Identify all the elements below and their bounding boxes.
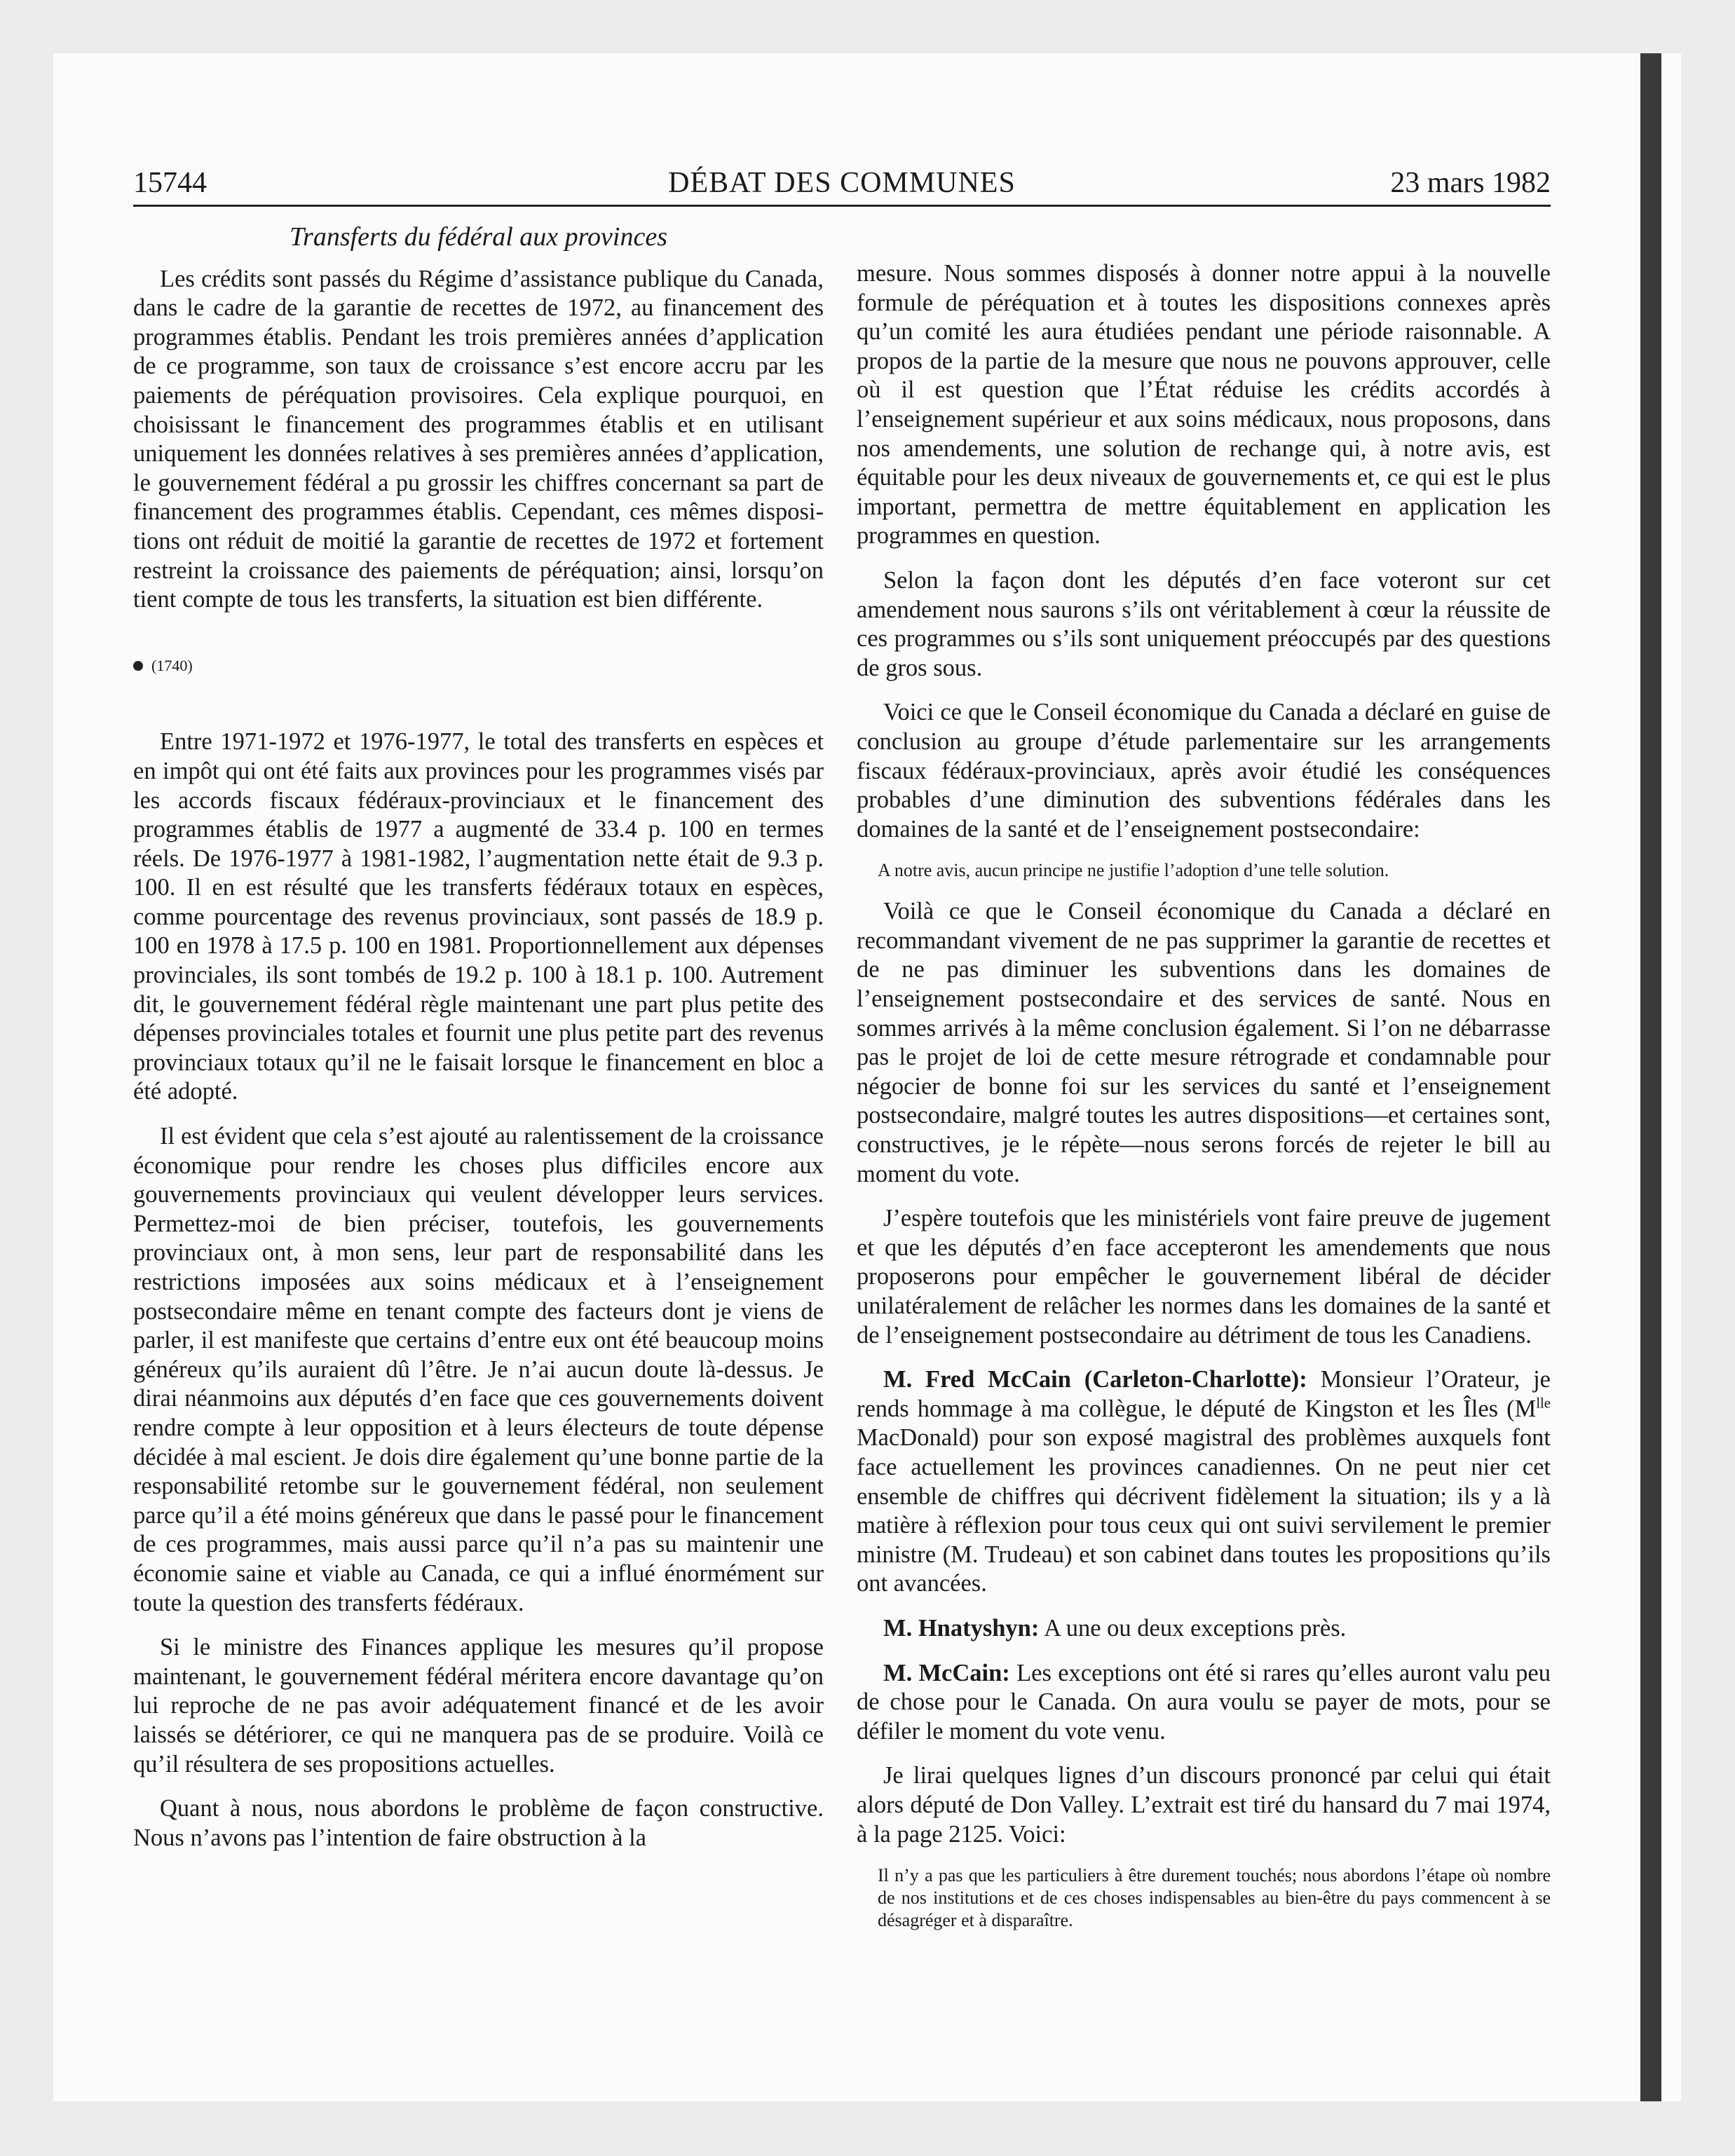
scan-edge-shadow <box>1640 53 1661 2101</box>
block-quote: A notre avis, aucun principe ne justifie l’adoption d’une telle solution. <box>878 860 1389 881</box>
section-subheading: Transferts du fédéral aux provinces <box>290 222 667 252</box>
page-date: 23 mars 1982 <box>1390 167 1551 199</box>
speaker-name: M. Fred McCain (Carleton-Charlotte): <box>883 1366 1307 1393</box>
paragraph: J’espère toutefois que les ministériels vont faire preuve de jugement et que les députés d’en face accepteront les amendements que nous proposerons pour empêcher le gouvernement libéral de décider unilatéralement de relâcher les normes dans les domaines de la santé et de l’enseignement postsecondaire au détriment de tous les Canadiens. <box>857 1205 1551 1349</box>
paragraph: Si le ministre des Finances applique les mesures qu’il propose maintenant, le gouvernement fédéral méritera encore davantage qu’on lui reproche de ne pas avoir adéquatement financé et de les avoir laissés se détériorer, ce qui ne manquera pas de se produire. Voilà ce qu’il résultera de ses propositions actuelles. <box>133 1634 824 1778</box>
paragraph: Voici ce que le Conseil économique du Canada a déclaré en guise de conclusion au groupe d’étude parlementaire sur les arrangements fiscaux fédéraux-provinciaux, après avoir étudié les conséquences probables d’une diminution des subventions fédérales dans les domaines de la santé et de l’enseignement postsecondaire: <box>857 699 1551 842</box>
block-quote: Il n’y a pas que les particuliers à être durement touchés; nous abordons l’étape où nombre de nos institutions et de ces choses indispensables au bien-être du pays commencent à se désagréger et à disparaître. <box>878 1865 1551 1931</box>
paragraph: Je lirai quelques lignes d’un discours prononcé par celui qui était alors député de Don Valley. L’extrait est tiré du hansard du 7 mai 1974, à la page 2125. Voici: <box>857 1762 1551 1848</box>
speech-text: Monsieur l’Orateur, je rends hommage à ma collègue, le député de Kingston et les Îles (M <box>857 1366 1551 1422</box>
paragraph: Entre 1971-1972 et 1976-1977, le total des transferts en espèces et en impôt qui ont été faits aux provinces pour les programmes visés par les accords fiscaux fédéraux-provinciaux et le financement des programmes établis de 1977 a augmenté de 33.4 p. 100 en termes réels. De 1976-1977 à 1981-1982, l’augmentation nette était de 9.3 p. 100. Il en est résulté que les transferts fédéraux totaux en espèces, comme pourcentage des revenus provinciaux, sont passés de 18.9 p. 100 en 1978 à 17.5 p. 100 en 1981. Proportionnellement aux dépenses provinciales, ils sont tombés de 19.2 p. 100 à 18.1 p. 100. Autrement dit, le gouvernement fédéral règle maintenant une part plus petite des dépenses provinciales totales et fournit une plus petite part des revenus provinciaux totaux qu’il ne le faisait lorsque le financement en bloc a été adopté. <box>133 728 824 1105</box>
paragraph: Quant à nous, nous abordons le problème de façon constructive. Nous n’avons pas l’intention de faire obstruction à la <box>133 1795 824 1851</box>
publication-title: DÉBAT DES COMMUNES <box>668 167 1016 199</box>
time-marker <box>133 651 824 681</box>
paragraph: Les crédits sont passés du Régime d’assistance publique du Canada, dans le cadre de la garantie de recettes de 1972, au financement des programmes établis. Pendant les trois premières années d’application de ce programme, son taux de croissance s’est encore accru par les paiements de péréquation provisoires. Cela explique pourquoi, en choisissant le financement des programmes établis et en utilisant uniquement les données relatives à ses premières années d’application, le gouvernement fédéral a pu grossir les chiffres concernant sa part de financement des programmes établis. Cependant, ces mêmes dispositions ont réduit de moitié la garantie de recettes de 1972 et fortement restreint la croissance des paiements de péréquation; ainsi, lorsqu’on tient compte de tous les transferts, la situation est bien différente. <box>133 265 824 613</box>
time-marker-label: (1740) <box>151 656 193 674</box>
paragraph: Voilà ce que le Conseil économique du Canada a déclaré en recommandant vivement de ne pas supprimer la garantie de recettes et de ne pas diminuer les subventions dans les domaines de l’enseignement postsecondaire et des services de santé. Nous en sommes arrivés à la même conclusion également. Si l’on ne débarrasse pas le projet de loi de cette mesure rétrograde et condamnable pour négocier de bonne foi sur les services du santé et l’enseignement postsecondaire, malgré toutes les autres dispositions—et certaines sont, constructives, je le répète—nous serons forcés de rejeter le bill au moment du vote. <box>857 898 1551 1187</box>
left-column <box>133 217 824 1868</box>
bullet-icon <box>133 661 143 671</box>
speech-paragraph <box>857 1365 1551 1599</box>
speech-text: Les exceptions ont été si rares qu’elles auront valu peu de chose pour le Canada. On aura voulu se payer de mots, pour se défiler le moment du vote venu. <box>857 1659 1551 1745</box>
paragraph: Selon la façon dont les députés d’en face voteront sur cet amendement nous saurons s’ils ont véritablement à cœur la réussite de ces programmes ou s’ils sont uniquement préoccupés par des questions de gros sous. <box>857 566 1551 681</box>
speaker-name: M. Hnatyshyn: <box>883 1614 1040 1642</box>
speech-paragraph <box>857 1614 1551 1644</box>
superscript: lle <box>1536 1396 1551 1412</box>
page-number: 15744 <box>133 167 207 199</box>
paragraph: mesure. Nous sommes disposés à donner notre appui à la nouvelle formule de péréquation et à toutes les dispositions connexes après qu’un comité les aura étudiées pendant une période raisonnable. A propos de la partie de la mesure que nous ne pouvons approuver, celle où il est question que l’État réduise les crédits accordés à l’enseignement supérieur et aux soins médicaux, nous proposons, dans nos amendements, une solution de rechange qui, à notre avis, est équitable pour les deux niveaux de gouvernements et, ce qui est le plus important, permettra de mettre équitablement en application les programmes en question. <box>857 260 1551 550</box>
speech-text: MacDonald) pour son exposé magistral des problèmes auxquels font face actuellement les provinces canadiennes. On ne peut nier cet ensemble de chiffres qui décrivent fidèlement la situation; ils y a là matière à réflexion pour tous ceux qui ont suivi servilement le premier ministre (M. Trudeau) et son cabinet dans toutes les propositions qu’ils ont avancées. <box>857 1424 1551 1597</box>
right-column <box>857 259 1551 1947</box>
speaker-name: M. McCain: <box>883 1659 1010 1686</box>
speech-paragraph <box>857 1659 1551 1747</box>
speech-text: A une ou deux exceptions près. <box>1039 1614 1347 1642</box>
page-header <box>133 161 1551 207</box>
paragraph: Il est évident que cela s’est ajouté au ralentissement de la croissance économique pour rendre les choses plus difficiles encore aux gouvernements provinciaux qui veulent développer leurs services. Permettez-moi de bien préciser, toutefois, les gouvernements provinciaux ont, à mon sens, leur part de responsabilité dans les restrictions imposées aux soins médicaux et à l’enseignement postsecondaire même en tenant compte des facteurs dont je viens de parler, il est manifeste que certains d’entre eux ont été beaucoup moins généreux qu’ils auraient dû l’être. Je n’ai aucun doute là-dessus. Je dirai néanmoins aux députés d’en face que ces gouvernements doivent rendre compte à leur opposition et à leurs électeurs de toute dépense décidée à mal escient. Je dois dire également qu’une bonne partie de la responsabilité retombe sur le gouvernement fédéral, non seulement parce qu’il a été moins généreux que dans le passé pour le financement de ces programmes, mais aussi parce qu’il n’a pas su maintenir une économie saine et viable au Canada, ce qui a influé énormément sur toute la question des transferts fédéraux. <box>133 1123 824 1616</box>
